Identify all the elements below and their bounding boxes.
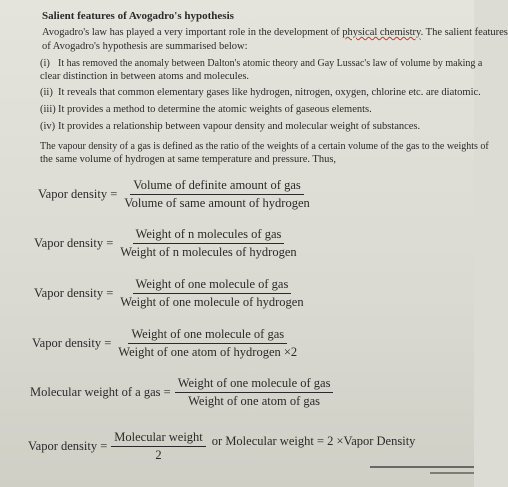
point-i-line-1: It has removed the anomaly between Dalton's atomic theory and Gay Lussac's law of volume by making a	[58, 58, 483, 69]
fraction-numerator: Weight of one molecule of gas	[175, 376, 334, 393]
formula-lhs: Vapor density =	[32, 336, 112, 350]
formula-vapor-density-one-molecule	[34, 277, 311, 310]
formula-lhs: Vapor density =	[34, 286, 114, 300]
fraction-denominator: Weight of one molecule of hydrogen	[120, 295, 304, 309]
formula-vapor-density-molecular-weight	[28, 430, 415, 463]
formula-vapor-density-atom-hydrogen	[32, 327, 304, 360]
formula-vapor-density-volume	[38, 178, 317, 211]
formula-molecular-weight	[30, 376, 337, 409]
point-i-line-2: clear distinction in between atoms and molecules.	[40, 71, 250, 82]
section-heading: Salient features of Avogadro's hypothesis	[42, 10, 234, 22]
fraction-numerator: Weight of n molecules of gas	[133, 227, 285, 244]
fraction-denominator: Weight of one atom of hydrogen ×2	[118, 345, 298, 359]
fraction-numerator: Weight of one molecule of gas	[133, 277, 292, 294]
point-i-number: (i)	[40, 58, 50, 69]
fraction-denominator: Weight of n molecules of hydrogen	[120, 245, 297, 259]
intro-line-2: of Avogadro's hypothesis are summarised below:	[42, 41, 248, 52]
fraction	[115, 327, 300, 360]
definition-line-2: the same volume of hydrogen at same temperature and pressure. Thus,	[40, 154, 337, 165]
fraction-numerator: Weight of one molecule of gas	[128, 327, 287, 344]
formula-lhs: Vapor density =	[34, 236, 114, 250]
fraction-denominator: Weight of one atom of gas	[188, 394, 321, 408]
fraction-numerator: Volume of definite amount of gas	[130, 178, 303, 195]
formula-rhs: or Molecular weight = 2 ×Vapor Density	[211, 434, 416, 448]
point-ii-number: (ii)	[40, 87, 53, 98]
formula-lhs: Vapor density =	[28, 439, 108, 453]
fraction	[117, 227, 299, 260]
point-iii-text: It provides a method to determine the atomic weights of gaseous elements.	[58, 104, 372, 115]
fraction-numerator: Molecular weight	[111, 430, 206, 447]
formula-lhs: Molecular weight of a gas =	[30, 385, 171, 399]
point-iv-text: It provides a relationship between vapour density and molecular weight of substances.	[58, 121, 421, 132]
point-ii-text: It reveals that common elementary gases like hydrogen, nitrogen, oxygen, chlorine etc. are diatomic.	[58, 87, 481, 98]
point-iii-number: (iii)	[40, 104, 56, 115]
fraction-denominator: Volume of same amount of hydrogen	[124, 196, 310, 210]
fraction-denominator: 2	[155, 448, 162, 462]
fraction	[117, 277, 306, 310]
fraction	[111, 430, 206, 463]
definition-line-1: The vapour density of a gas is defined as the ratio of the weights of a certain volume of the gas to the weights of	[40, 141, 489, 152]
page-edge-decoration	[370, 465, 474, 487]
intro-line-1: Avogadro's law has played a very important role in the development of physical chemistry. The salient features	[42, 27, 508, 38]
fraction	[121, 178, 313, 211]
fraction	[175, 376, 334, 409]
point-iv-number: (iv)	[40, 121, 56, 132]
formula-lhs: Vapor density =	[38, 187, 118, 201]
formula-vapor-density-n-molecules	[34, 227, 304, 260]
